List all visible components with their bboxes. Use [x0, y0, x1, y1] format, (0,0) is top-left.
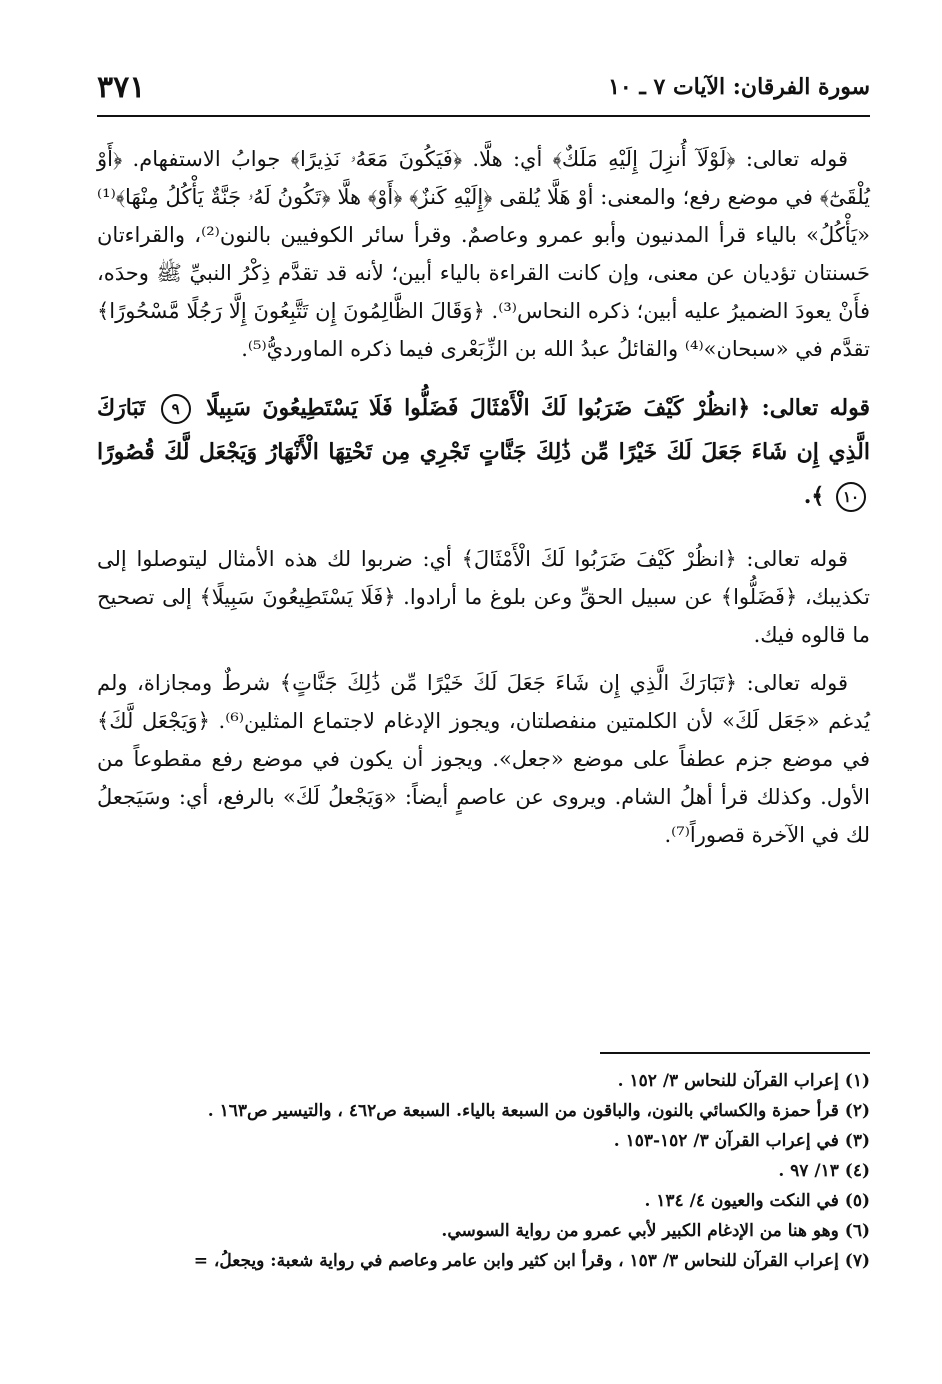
commentary-paragraph-2: قوله تعالى: ﴿انظُرْ كَيْفَ ضَرَبُوا لَكَ الْأَمْثَالَ﴾ أي: ضربوا لك هذه الأمثال ليتوصلوا إلى تكذيبك، ﴿فَضَلُّوا﴾ عن سبيل الحقِّ وعن بلوغ ما أرادوا. ﴿فَلَا يَسْتَطِيعُونَ سَبِيلًا﴾ إلى تصحيح ما قالوه فيك. [97, 547, 870, 647]
commentary-paragraph-3: قوله تعالى: ﴿تَبَارَكَ الَّذِي إِن شَاءَ جَعَلَ لَكَ خَيْرًا مِّن ذَٰلِكَ جَنَّاتٍ﴾ شرطٌ ومجازاة، ولم يُدغم «جَعَل لَكَ» لأن الكلمتين منفصلتان، ويجوز الإدغام لاجتماع المثلين⁽⁶⁾. ﴿وَيَجْعَل لَّكَ﴾ في موضع جزم عطفاً على موضع «جعل». ويجوز أن يكون في موضع رفع مقطوعاً من الأول. وكذلك قرأ أهلُ الشام. ويروى عن عاصمٍ أيضاً: «وَيَجْعلُ لَكَ» بالرفع، أي: وسَيَجعلُ لك في الآخرة قصوراً⁽⁷⁾. [97, 671, 870, 847]
footnote: (٦) وهو هنا من الإدغام الكبير لأبي عمرو من رواية السوسي. [441, 1221, 870, 1241]
verse-lead: قوله تعالى: [761, 395, 871, 421]
page-number: ٣٧١ [97, 70, 146, 105]
verse-close: ﴾. [803, 483, 825, 509]
footnotes [97, 1066, 870, 1276]
footnote: (١) إعراب القرآن للنحاس ٣/ ١٥٢ . [617, 1071, 870, 1091]
page-header [97, 70, 870, 114]
footnote: (٧) إعراب القرآن للنحاس ٣/ ١٥٣ ، وقرأ ابن كثير وابن عامر وعاصم في رواية شعبة: ويجعلُ، = [193, 1251, 870, 1271]
verse-number-marker: ٩ [161, 394, 191, 424]
footnote-rule [600, 1052, 870, 1054]
commentary-paragraph-1: قوله تعالى: ﴿لَوْلَآ أُنزِلَ إِلَيْهِ مَلَكٌ﴾ أي: هلَّا. ﴿فَيَكُونَ مَعَهُۥ نَذِيرًا﴾ جوابُ الاستفهام. ﴿أَوْ يُلْقَىٰٓ﴾ في موضع رفع؛ والمعنى: أوْ هَلَّا يُلقى ﴿إِلَيْهِ كَنزٌ﴾ ﴿أَوْ﴾ هلَّا ﴿تَكُونُ لَهُۥ جَنَّةٌ يَأْكُلُ مِنْهَا﴾⁽¹⁾ «يَأْكُلُ» بالياء قرأ المدنيون وأبو عمرو وعاصمٌ. وقرأ سائر الكوفيين بالنون⁽²⁾، والقراءتان حَسنتان تؤديان عن معنى، وإن كانت القراءة بالياء أبين؛ لأنه قد تقدَّم ذِكْرُ النبيِّ ﷺ وحدَه، فأَنْ يعودَ الضميرُ عليه أبين؛ ذكره النحاس⁽³⁾. ﴿وَقَالَ الظَّالِمُونَ إِن تَتَّبِعُونَ إِلَّا رَجُلًا مَّسْحُورًا﴾ تقدَّم في «سبحان»⁽⁴⁾ والقائلُ عبدُ الله بن الزِّبَعْرى فيما ذكره الماورديُّ⁽⁵⁾. [97, 147, 870, 361]
footnote: (٤) ١٣/ ٩٧ . [778, 1161, 870, 1181]
footnote: (٣) في إعراب القرآن ٣/ ١٥٢-١٥٣ . [613, 1131, 870, 1151]
header-rule [97, 115, 870, 117]
verse-number-marker: ١٠ [836, 482, 866, 512]
surah-title: سورة الفرقان: الآيات ٧ ـ ١٠ [608, 74, 870, 100]
main-text [97, 140, 870, 864]
footnote: (٢) قرأ حمزة والكسائي بالنون، والباقون من السبعة بالياء. السبعة ص٤٦٢ ، والتيسير ص١٦٣ . [207, 1101, 870, 1121]
quran-verse-block [97, 386, 870, 518]
footnote: (٥) في النكت والعيون ٤/ ١٣٤ . [644, 1191, 870, 1211]
verse-text-part2: تَبَارَكَ الَّذِي إِن شَاءَ جَعَلَ لَكَ خَيْرًا مِّن ذَٰلِكَ جَنَّاتٍ تَجْرِي مِن تَحْتِهَا الْأَنْهَارُ وَيَجْعَل لَّكَ قُصُورًا [97, 395, 870, 465]
verse-text-part1: ﴿انظُرْ كَيْفَ ضَرَبُوا لَكَ الْأَمْثَالَ فَضَلُّوا فَلَا يَسْتَطِيعُونَ سَبِيلًا [206, 395, 751, 421]
